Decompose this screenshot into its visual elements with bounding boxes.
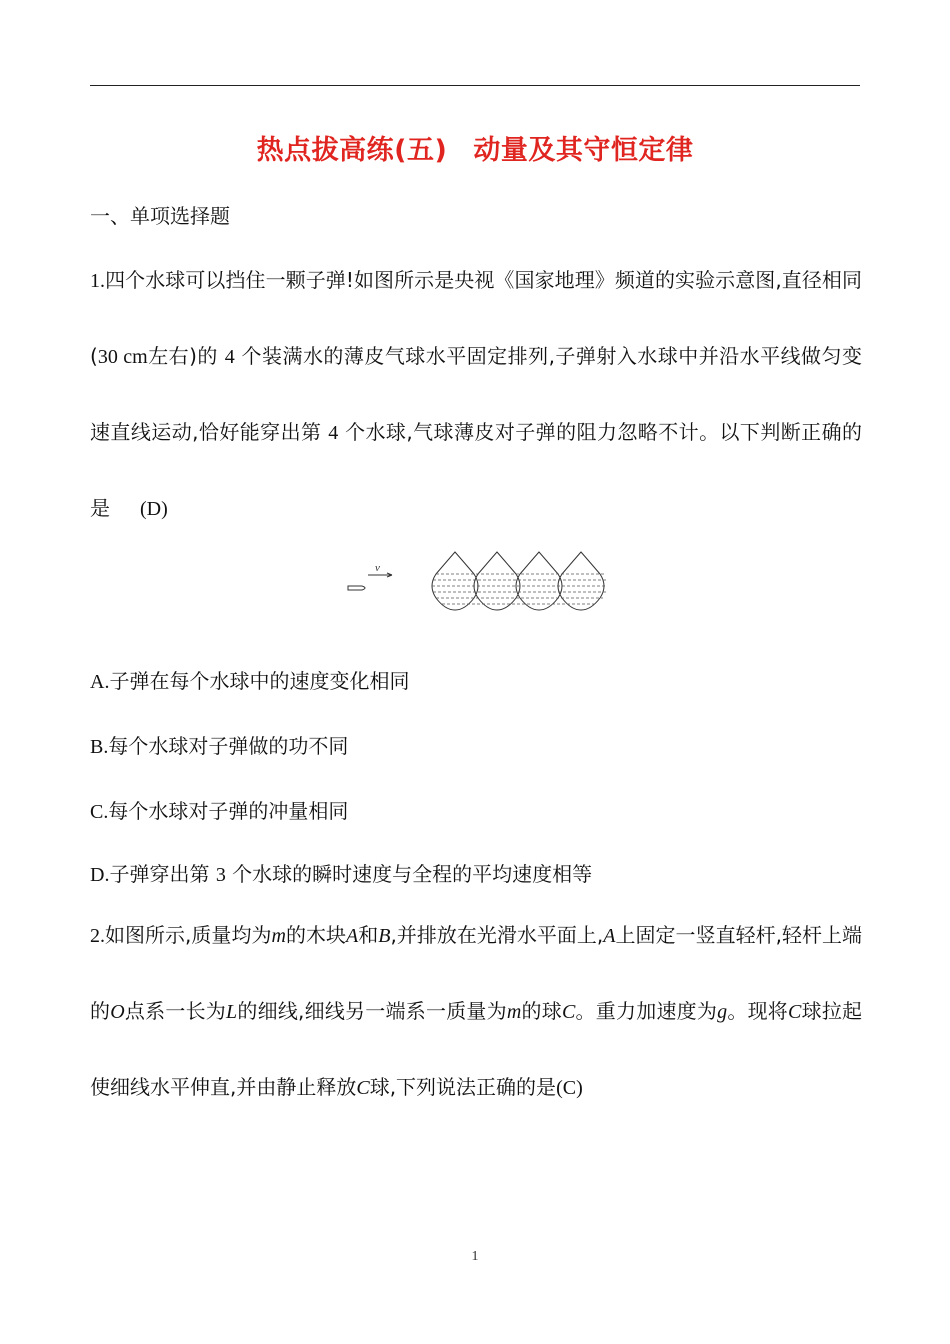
title-part-2: 动量及其守恒定律 — [473, 135, 694, 166]
q1-text-a: 四个水球可以挡住一颗子弹!如图所示是央视《国家地理》频道的实验示意图,直径相同( — [90, 268, 862, 368]
velocity-label: v — [375, 562, 380, 574]
page-title — [0, 128, 950, 167]
q1-text-d: 个水球,气球薄皮对子弹的阻力忽略不计。以下判断正确的是 — [90, 420, 863, 520]
q1-text-b: 左右)的 — [147, 344, 218, 368]
option-a: A.子弹在每个水球中的速度变化相同 — [90, 669, 410, 693]
water-balloon-2 — [474, 552, 520, 610]
option-b: B.每个水球对子弹做的功不同 — [90, 734, 349, 758]
water-balloon-4 — [558, 552, 604, 610]
water-balloons — [432, 552, 604, 610]
question-2-stem: 2.如图所示,质量均为m的木块A和B,并排放在光滑水平面上,A上固定一竖直轻杆,轻杆上端的O点系一长为L的细线,细线另一端系一质量为m的球C。重力加速度为g。现将C球拉起使细线水平伸直,并由静止释放C球,下列说法正确的是(C) — [90, 923, 863, 1099]
question-1-number: 1. — [90, 270, 105, 292]
title-part-1: 热点拔高练(五) — [256, 135, 448, 166]
q1-count-b: 4 — [328, 422, 339, 444]
water-balloon-1 — [432, 552, 478, 610]
question-2-number: 2. — [90, 925, 105, 947]
question-1-answer: (D) — [140, 498, 168, 520]
q1-diameter: 30 cm — [97, 346, 148, 368]
section-heading: 一、单项选择题 — [90, 204, 230, 228]
q1-text-c: 个装满水的薄皮气球水平固定排列,子弹射入水球中并沿水平线做匀变速直线运动,恰好能穿出第 — [90, 344, 862, 444]
option-c: C.每个水球对子弹的冲量相同 — [90, 799, 349, 823]
option-d: D.子弹穿出第 3 个水球的瞬时速度与全程的平均速度相等 — [90, 862, 593, 886]
bullet-icon — [348, 586, 365, 590]
q1-count-a: 4 — [224, 346, 235, 368]
header-rule — [90, 85, 860, 86]
question-2-answer: (C) — [556, 1077, 583, 1099]
question-1-stem — [90, 243, 862, 547]
page-number: 1 — [471, 1249, 479, 1264]
water-balloon-figure — [340, 548, 620, 618]
water-balloon-3 — [516, 552, 562, 610]
